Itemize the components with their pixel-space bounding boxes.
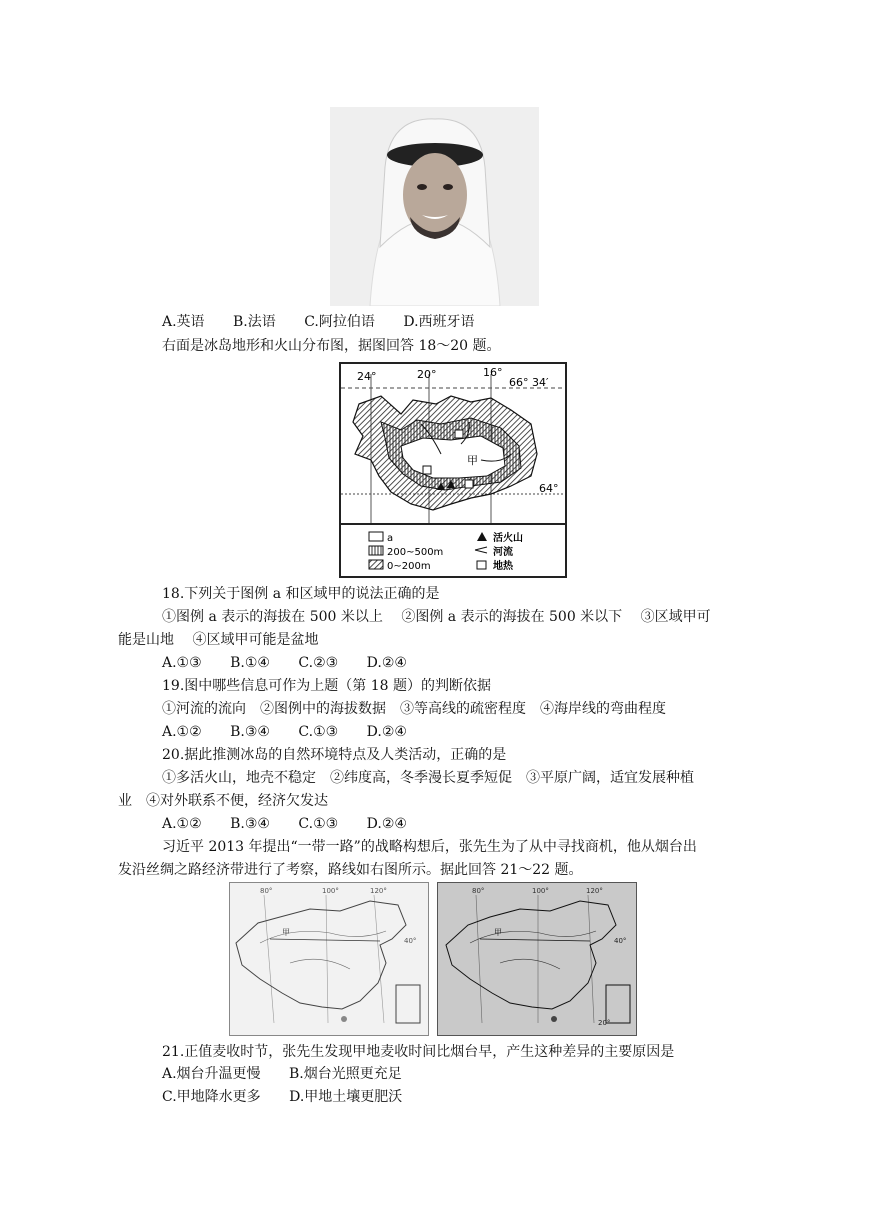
lon-120-label: 120°: [586, 887, 603, 895]
q21-choices-row1: [162, 1064, 426, 1084]
intro-21-22-line2: 发沿丝绸之路经济带进行了考察，路线如右图所示。据此回答 21～22 题。: [118, 862, 583, 878]
legend-geothermal-label: 地热: [493, 561, 513, 572]
q19-choice-a: A.①②: [162, 724, 202, 740]
q18-choice-d: D.②④: [366, 655, 407, 671]
lon-20-label: 20°: [417, 368, 437, 381]
legend-volcano-label: 活火山: [493, 533, 523, 544]
q20-choice-b: B.③④: [230, 816, 270, 832]
lon-120-label: 120°: [370, 887, 387, 895]
iceland-terrain-map: [339, 362, 567, 578]
q21-choice-b: B.烟台光照更充足: [289, 1066, 402, 1082]
q17-choices: [162, 312, 499, 332]
lon-16-label: 16°: [483, 366, 503, 379]
portrait-photo: [330, 107, 539, 306]
q21-choices-row2: [162, 1087, 426, 1107]
q17-choice-a: A.英语: [162, 314, 205, 330]
q19-choice-c: C.①③: [298, 724, 339, 740]
q21-choice-a: A.烟台升温更慢: [162, 1066, 261, 1082]
q18-choice-c: C.②③: [298, 655, 339, 671]
lon-24-label: 24°: [357, 370, 377, 383]
q17-choice-b: B.法语: [233, 314, 276, 330]
legend-volcano-icon: [477, 532, 487, 541]
q18-choices: [162, 653, 431, 673]
q20-stem: 20.据此推测冰岛的自然环境特点及人类活动，正确的是: [162, 747, 507, 763]
lat-66-label: 66° 34′: [509, 376, 549, 389]
lat-40-label: 40°: [614, 937, 627, 945]
q21-choice-d: D.甲地土壤更肥沃: [289, 1089, 403, 1105]
legend-200-500-swatch: [369, 546, 383, 555]
legend-0-200-swatch: [369, 560, 383, 569]
portrait-illustration: [330, 107, 539, 306]
lat-64-label: 64°: [539, 482, 559, 495]
q20-options-line2: 业 ④对外联系不便，经济欠发达: [118, 793, 328, 809]
intro-21-22-line1: 习近平 2013 年提出“一带一路”的战略构想后，张先生为了从中寻找商机，他从烟台出: [162, 839, 697, 855]
intro-18-20: 右面是冰岛地形和火山分布图，据图回答 18～20 题。: [162, 338, 501, 354]
map-legend: [369, 531, 523, 572]
region-jia-label: 甲: [467, 454, 478, 467]
geothermal-symbol: [455, 430, 463, 438]
place-jia-label: 甲: [494, 928, 502, 937]
q20-choice-d: D.②④: [366, 816, 407, 832]
legend-geothermal-icon: [477, 561, 486, 569]
lon-100-label: 100°: [322, 887, 339, 895]
lon-80-label: 80°: [472, 887, 485, 895]
q19-choice-d: D.②④: [366, 724, 407, 740]
china-route-map-light: [229, 882, 429, 1036]
q18-choice-b: B.①④: [230, 655, 270, 671]
china-route-map-dark: [437, 882, 637, 1036]
south-sea-inset: [606, 985, 630, 1023]
q18-choice-a: A.①③: [162, 655, 202, 671]
lon-80-label: 80°: [260, 887, 273, 895]
geothermal-symbol: [423, 466, 431, 474]
q20-choice-a: A.①②: [162, 816, 202, 832]
lat-40-label: 40°: [404, 937, 417, 945]
q21-stem: 21.正值麦收时节，张先生发现甲地麦收时间比烟台早，产生这种差异的主要原因是: [162, 1044, 675, 1060]
q18-options-line1: ①图例 a 表示的海拔在 500 米以上 ②图例 a 表示的海拔在 500 米以下 ③区域甲可: [162, 609, 711, 625]
q19-options-line1: ①河流的流向 ②图例中的海拔数据 ③等高线的疏密程度 ④海岸线的弯曲程度: [162, 701, 666, 717]
q19-choices: [162, 722, 431, 742]
q18-stem: 18.下列关于图例 a 和区域甲的说法正确的是: [162, 586, 440, 602]
legend-0-200-label: 0~200m: [387, 561, 431, 572]
lat-20-label: 20°: [598, 1019, 611, 1027]
island-highland-a: [401, 436, 505, 478]
q20-options-line1: ①多活火山，地壳不稳定 ②纬度高，冬季漫长夏季短促 ③平原广阔，适宜发展种植: [162, 770, 694, 786]
q17-choice-d: D.西班牙语: [403, 314, 475, 330]
q19-choice-b: B.③④: [230, 724, 270, 740]
legend-river-icon: [475, 547, 487, 553]
place-jia-label: 甲: [282, 928, 290, 937]
q17-choice-c: C.阿拉伯语: [304, 314, 375, 330]
q20-choices: [162, 814, 431, 834]
legend-a-swatch: [369, 532, 383, 541]
q19-stem: 19.图中哪些信息可作为上题（第 18 题）的判断依据: [162, 678, 491, 694]
q20-choice-c: C.①③: [298, 816, 339, 832]
legend-river-label: 河流: [493, 547, 513, 558]
south-sea-inset: [396, 985, 420, 1023]
q18-options-line2: 能是山地 ④区域甲可能是盆地: [118, 632, 319, 648]
legend-200-500-label: 200~500m: [387, 547, 444, 558]
lon-100-label: 100°: [532, 887, 549, 895]
legend-a-label: a: [387, 533, 394, 544]
geothermal-symbol: [465, 480, 473, 488]
q21-choice-c: C.甲地降水更多: [162, 1089, 261, 1105]
